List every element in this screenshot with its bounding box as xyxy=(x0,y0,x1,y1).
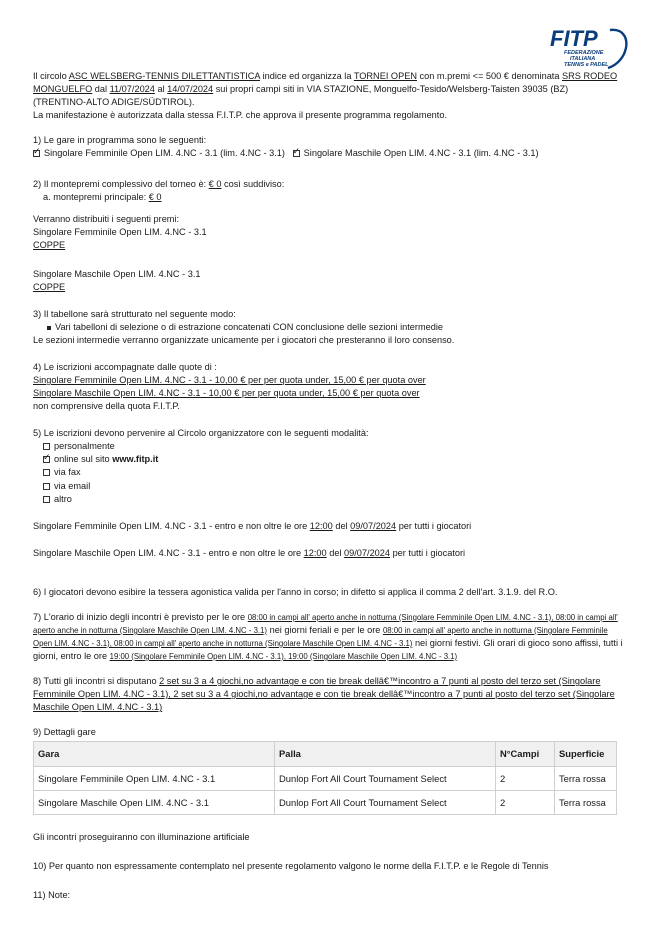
prize-women: COPPE xyxy=(33,239,66,250)
col-palla: Palla xyxy=(275,742,496,766)
fee-women: Singolare Femminile Open LIM. 4.NC - 3.1 - 10,00 € per per quota under, 15,00 € per quota over xyxy=(33,375,426,386)
intro-paragraph: Il circolo ASC WELSBERG-TENNIS DILETTANTISTICA indice ed organizza la TORNEI OPEN con m.premi <= 500 € denominata SRS RODEO MONGUELFO dal 11/07/2024 al 14/07/2024 sui propri campi siti in VIA STAZIONE, Monguelfo-Tesido/Welsberg-Taisten 39035 (BZ) (TRENTINO-ALTO ADIGE/SÜDTIROL). xyxy=(33,71,618,108)
date-to: 14/07/2024 xyxy=(167,84,214,95)
section-10: 10) Per quanto non espressamente contemplato nel presente regolamento valgono le norme della F.I.T.P. e le Regole di Tennis xyxy=(33,861,549,872)
prize-total: € 0 xyxy=(208,179,222,190)
section-1 xyxy=(33,134,623,160)
svg-text:TENNIS e PADEL: TENNIS e PADEL xyxy=(564,62,609,68)
authorization-note: La manifestazione è autorizzata dalla stessa F.I.T.P. che approva il presente programma regolamento. xyxy=(33,110,448,121)
checkbox-icon xyxy=(293,150,300,157)
svg-text:FEDERAZIONE: FEDERAZIONE xyxy=(564,50,604,56)
event-men: Singolare Maschile Open LIM. 4.NC - 3.1 (lim. 4.NC - 3.1) xyxy=(303,148,539,159)
tournament-name: SRS RODEO MONGUELFO xyxy=(33,71,618,95)
checkbox-icon xyxy=(43,496,50,503)
deadline-women: Singolare Femminile Open LIM. 4.NC - 3.1 - entro e non oltre le ore 12:00 del 09/07/2024 per tutti i giocatori xyxy=(33,520,472,531)
signup-options: personalmente ✓online sul sito www.fitp.it via fax via email altro xyxy=(43,440,623,505)
event-women: Singolare Femminile Open LIM. 4.NC - 3.1 (lim. 4.NC - 3.1) xyxy=(44,148,285,159)
tournament-type: TORNEI OPEN xyxy=(353,71,417,81)
checkbox-icon xyxy=(43,483,50,490)
col-superficie: Superficie xyxy=(555,742,617,766)
col-campi: N°Campi xyxy=(496,742,555,766)
prize-men: COPPE xyxy=(33,281,66,292)
section-2: 2) Il montepremi complessivo del torneo è: € 0 così suddiviso: a. montepremi principale: € 0 Verranno distribuiti i seguenti premi: Singolare Femminile Open LIM. 4.NC - 3.1 COPPE Singolare Maschile Open LIM. 4.NC - 3.1 COPPE xyxy=(33,178,623,293)
prize-event-women: Singolare Femminile Open LIM. 4.NC - 3.1 xyxy=(33,226,207,237)
logo-brand: FITP xyxy=(550,26,598,51)
table-header-row xyxy=(34,742,617,766)
date-from: 11/07/2024 xyxy=(109,84,155,95)
checkbox-icon xyxy=(43,456,50,463)
col-gara: Gara xyxy=(34,742,275,766)
section-3: 3) Il tabellone sarà strutturato nel seguente modo: Vari tabelloni di selezione o di estrazione concatenati CON conclusione delle sezioni intermedie Le sezioni intermedie verranno organizzate unicamente per i giocatori che presteranno il loro consenso. xyxy=(33,308,623,347)
section-6: 6) I giocatori devono esibire la tessera agonistica valida per l'anno in corso; in difetto si applica il comma 2 dell'art. 3.1.9. del R.O. xyxy=(33,586,558,597)
club-name: ASC WELSBERG-TENNIS DILETTANTISTICA xyxy=(68,71,261,81)
table-row: Singolare Maschile Open LIM. 4.NC - 3.1 Dunlop Fort All Court Tournament Select 2 Terra rossa xyxy=(34,791,617,815)
prize-event-men: Singolare Maschile Open LIM. 4.NC - 3.1 xyxy=(33,268,201,279)
draw-format-item: Vari tabelloni di selezione o di estrazione concatenati CON conclusione delle sezioni intermedie xyxy=(55,321,623,334)
lighting-note: Gli incontri proseguiranno con illuminazione artificiale xyxy=(33,832,250,843)
website-link: www.fitp.it xyxy=(112,454,159,465)
checkbox-icon xyxy=(43,469,50,476)
checkbox-icon xyxy=(33,150,40,157)
checkbox-icon xyxy=(43,443,50,450)
section-5: 5) Le iscrizioni devono pervenire al Circolo organizzatore con le seguenti modalità: personalmente ✓online sul sito www.fitp.it via fax via email altro Singolare Femminile Open LIM. 4.NC - 3.1 - entro e non oltre le ore 12:00 del 09/07/2024 per tutti i giocatori Singolare Maschile Open LIM. 4.NC - 3.1 - entro e non oltre le ore 12:00 del 09/07/2024 per tutti i giocatori xyxy=(33,427,623,560)
section-9: 9) Dettagli gare Gara Palla N°Campi Superficie Singolare Femminile Open LIM. 4.NC - 3.1 Dunlop Fort All Court Tournament Select 2 Terra rossa Singolare Maschile Open LIM. 4.NC - 3.1 Dunlop Fort All Court Tournament Select 2 Terra rossa Gli incontri proseguiranno con illuminazione artificiale xyxy=(33,726,623,844)
regulation-content xyxy=(33,70,623,903)
table-row: Singolare Femminile Open LIM. 4.NC - 3.1 Dunlop Fort All Court Tournament Select 2 Terra rossa xyxy=(34,766,617,790)
section-4: 4) Le iscrizioni accompagnate dalle quote di : Singolare Femminile Open LIM. 4.NC - 3.1 - 10,00 € per per quota under, 15,00 € per quota over Singolare Maschile Open LIM. 4.NC - 3.1 - 10,00 € per per quota under, 15,00 € per quota over non comprensive della quota F.I.T.P. xyxy=(33,361,623,413)
section-8: 8) Tutti gli incontri si disputano 2 set su 3 a 4 giochi,no advantage e con tie break dellâ€™incontro a 7 punti al posto del terzo set (Singolare Femminile Open LIM. 4.NC - 3.1), 2 set su 3 a 4 giochi,no advantage e con tie break dellâ€™incontro a 7 punti al posto del terzo set (Singolare Maschile Open LIM. 4.NC - 3.1) xyxy=(33,676,615,713)
fitp-logo xyxy=(544,24,632,72)
svg-text:ITALIANA: ITALIANA xyxy=(570,56,596,62)
deadline-men: Singolare Maschile Open LIM. 4.NC - 3.1 - entro e non oltre le ore 12:00 del 09/07/2024 per tutti i giocatori xyxy=(33,547,466,558)
fee-men: Singolare Maschile Open LIM. 4.NC - 3.1 - 10,00 € per per quota under, 15,00 € per quota over xyxy=(33,388,420,399)
prize-main: € 0 xyxy=(148,192,162,203)
event-details-table xyxy=(33,741,617,815)
section-7: 7) L'orario di inizio degli incontri è previsto per le ore 08:00 in campi all' aperto anche in notturna (Singolare Femminile Open LIM. 4.NC - 3.1), 08:00 in campi all' aperto anche in notturna (Singolare Maschile Open LIM. 4.NC - 3.1) nei giorni feriali e per le ore 08:00 in campi all' aperto anche in notturna (Singolare Femminile Open LIM. 4.NC - 3.1), 08:00 in campi all' aperto anche in notturna (Singolare Maschile Open LIM. 4.NC - 3.1) nei giorni festivi. Gli orari di gioco sono affissi, tutti i giorni, entro le ore 19:00 (Singolare Femminile Open LIM. 4.NC - 3.1), 19:00 (Singolare Maschile Open LIM. 4.NC - 3.1) xyxy=(33,611,623,661)
section-1-title: 1) Le gare in programma sono le seguenti: xyxy=(33,135,207,146)
section-11: 11) Note: xyxy=(33,890,71,901)
